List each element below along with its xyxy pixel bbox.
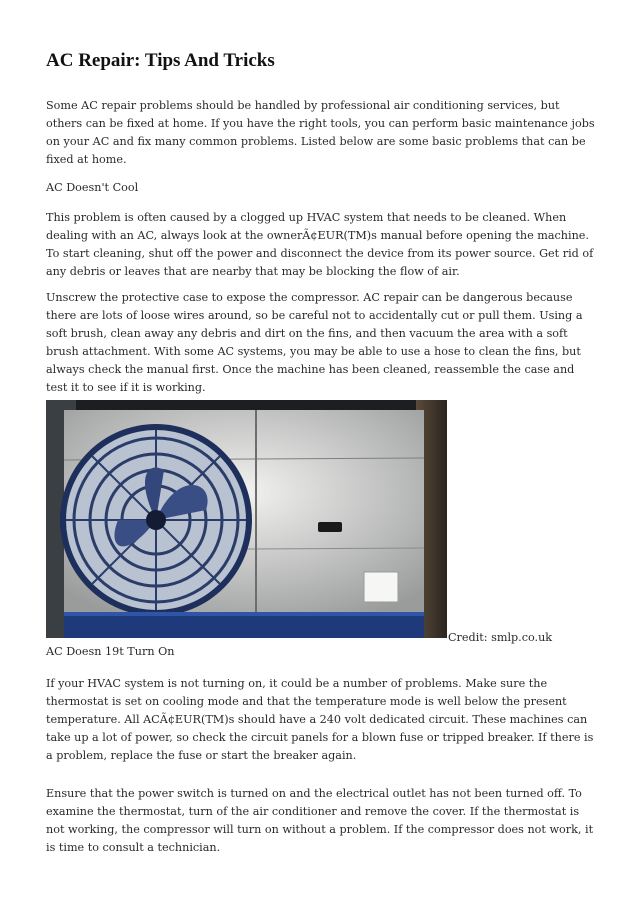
paragraph-compressor: Unscrew the protective case to expose the compressor. AC repair can be dangerous because there are lots of loose wires around, so be careful not to accidentally cut or pull them. Using a soft brush, clean away any debris and dirt on the fins, and then vacuum the area with a soft brush attachment. With some AC systems, you may be able to use a hose to clean the fins, but always check the manual first. Once the machine has been cleaned, reassemble the case and test it to see if it is working. xyxy=(46,291,583,394)
intro-paragraph: Some AC repair problems should be handled by professional air conditioning services, but others can be fixed at home. If you have the right tools, you can perform basic maintenance jobs on your AC and fix many common problems. Listed below are some basic problems that can be fixed at home. xyxy=(46,99,595,166)
ac-unit-illustration xyxy=(46,400,447,638)
section-heading-ac-doesnt-turn-on: AC Doesn 19t Turn On xyxy=(46,645,175,658)
page-title: AC Repair: Tips And Tricks xyxy=(46,50,275,71)
paragraph-thermostat: If your HVAC system is not turning on, it could be a number of problems. Make sure the thermostat is set on cooling mode and that the temperature mode is well below the present temperature. All ACÃ¢EUR(TM)s should have a 240 volt dedicated circuit. These machines can take up a lot of power, so check the circuit panels for a blown fuse or tripped breaker. If there is a problem, replace the fuse or start the breaker again. xyxy=(46,677,594,762)
paragraph-cleaning: This problem is often caused by a clogged up HVAC system that needs to be cleaned. When dealing with an AC, always look at the ownerÃ¢EUR(TM)s manual before opening the machine. To start cleaning, shut off the power and disconnect the device from its power source. Get rid of any debris or leaves that are nearby that may be blocking the flow of air. xyxy=(46,211,594,278)
ac-unit-photo xyxy=(46,400,447,638)
image-credit: Credit: smlp.co.uk xyxy=(448,631,553,644)
section-heading-ac-doesnt-cool: AC Doesn't Cool xyxy=(46,181,139,194)
paragraph-power-switch: Ensure that the power switch is turned on and the electrical outlet has not been turned off. To examine the thermostat, turn of the air conditioner and remove the cover. If the thermostat is not working, the compressor will turn on without a problem. If the compressor does not work, it is time to consult a technician. xyxy=(46,787,594,854)
